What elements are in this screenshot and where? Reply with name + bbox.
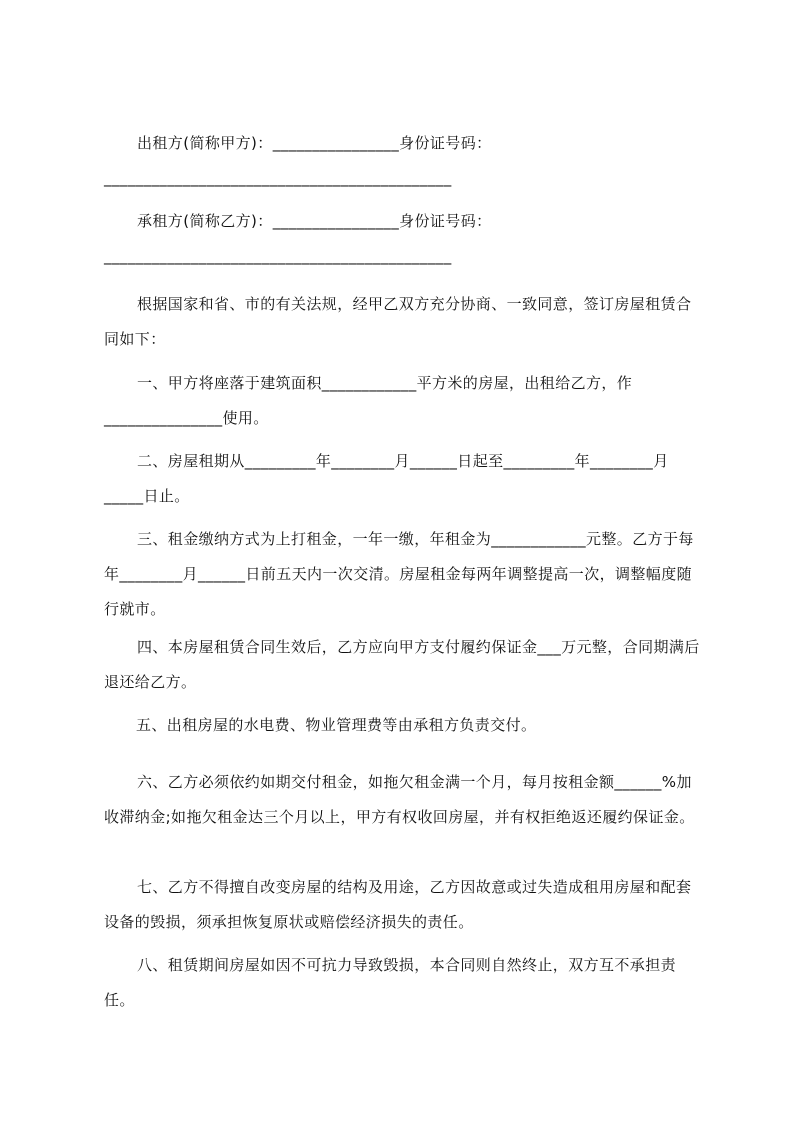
clause-8-paragraph: 八、租赁期间房屋如因不可抗力导致毁损，本合同则自然终止，双方互不承担责任。: [104, 956, 677, 1009]
lessee-line: 承租方(简称乙方)：________________身份证号码：____________________________________________: [104, 212, 492, 265]
clause-1-paragraph: 一、甲方将座落于建筑面积____________平方米的房屋，出租给乙方，作_______________使用。: [104, 374, 633, 427]
preamble-paragraph: 根据国家和省、市的有关法规，经甲乙双方充分协商、一致同意，签订房屋租赁合同如下：: [104, 295, 692, 348]
clause-2-paragraph: 二、房屋租期从_________年________月______日起至_________年________月_____日止。: [104, 452, 669, 505]
clause-4-paragraph: 四、本房屋租赁合同生效后，乙方应向甲方支付履约保证金___万元整，合同期满后退还给乙方。: [104, 638, 700, 691]
clause-5-paragraph: 五、出租房屋的水电费、物业管理费等由承租方负责交付。: [136, 716, 537, 734]
clause-6-paragraph: 六、乙方必须依约如期交付租金，如拖欠租金满一个月，每月按租金额______%加收滞纳金;如拖欠租金达三个月以上，甲方有权收回房屋，并有权拒绝返还履约保证金。: [104, 773, 695, 826]
clause-3-paragraph: 三、租金缴纳方式为上打租金，一年一缴，年租金为____________元整。乙方于每年________月______日前五天内一次交清。房屋租金每两年调整提高一次，调整幅度随行就市。: [104, 530, 694, 618]
clause-7-paragraph: 七、乙方不得擅自改变房屋的结构及用途，乙方因故意或过失造成租用房屋和配套设备的毁损，须承担恢复原状或赔偿经济损失的责任。: [104, 878, 692, 931]
lessor-line: 出租方(简称甲方)：________________身份证号码：____________________________________________: [104, 134, 492, 187]
